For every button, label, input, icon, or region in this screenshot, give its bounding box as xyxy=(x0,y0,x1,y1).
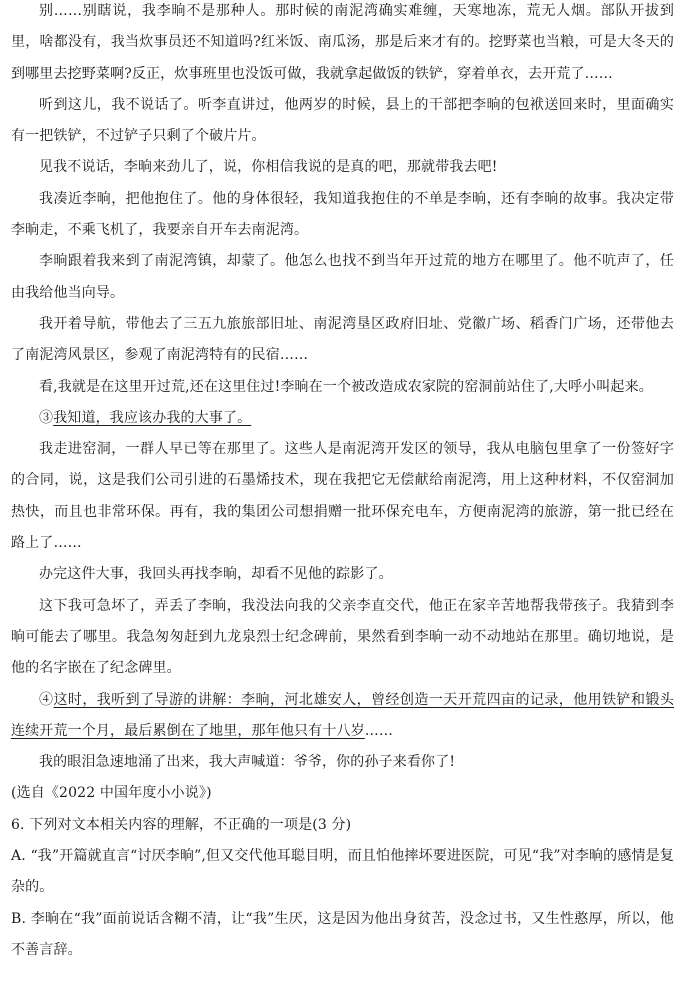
marked-sentence-3 xyxy=(11,403,674,434)
source-citation: (选自《2022 中国年度小小说》) xyxy=(11,785,212,802)
marker-circled-3: ③ xyxy=(39,409,54,426)
story-paragraph: 见我不说话，李晌来劲儿了，说，你相信我说的是真的吧，那就带我去吧! xyxy=(39,159,498,176)
story-paragraph: 我的眼泪急速地涌了出来，我大声喊道：爷爷，你的孙子来看你了! xyxy=(39,754,456,771)
answer-option-a: A. “我”开篇就直言“讨厌李晌”,但又交代他耳聪目明，而且怕他摔坏要进医院，可见“我”对李晌的感情是复杂的。 xyxy=(11,848,674,896)
underlined-sentence: 我知道，我应该办我的大事了。 xyxy=(53,409,252,426)
ellipsis: …… xyxy=(364,722,394,739)
story-paragraph: 我走进窑洞，一群人早已等在那里了。这些人是南泥湾开发区的领导，我从电脑包里拿了一份签好字的合同，说，这是我们公司引进的石墨烯技术，现在我把它无偿献给南泥湾，用上这种材料，不仅窑洞加热快，而且也非常环保。再有，我的集团公司想捐赠一批环保充电车，方便南泥湾的旅游，第一批已经在路上了…… xyxy=(11,441,674,552)
underlined-sentence: 这时，我听到了导游的讲解：李晌，河北雄安人，曾经创造一天开荒四亩的记录，他用铁铲和锻头连续开荒一个月，最后累倒在了地里，那年他只有十八岁 xyxy=(11,691,675,739)
story-paragraph: 办完这件大事，我回头再找李晌，却看不见他的踪影了。 xyxy=(39,566,393,583)
story-paragraph: 别……别瞎说，我李晌不是那种人。那时候的南泥湾确实难缠，天寒地冻，荒无人烟。部队开拔到里，啥都没有，我当炊事员还不知道吗?红米饭、南瓜汤，那是后来才有的。挖野菜也当粮，可是大冬天的到哪里去挖野菜啊?反正，炊事班里也没饭可做，我就拿起做饭的铁铲，穿着单衣，去开荒了…… xyxy=(11,3,674,82)
story-paragraph: 听到这儿，我不说话了。听李直讲过，他两岁的时候，县上的干部把李晌的包袱送回来时，里面确实有一把铁铲，不过铲子只剩了个破片片。 xyxy=(11,96,674,145)
question-stem: 6. 下列对文本相关内容的理解，不正确的一项是(3 分) xyxy=(11,816,352,833)
document-page xyxy=(11,0,674,966)
story-paragraph: 我凑近李晌，把他抱住了。他的身体很轻，我知道我抱住的不单是李晌，还有李晌的故事。我决定带李晌走，不乘飞机了，我要亲自开车去南泥湾。 xyxy=(11,190,674,239)
answer-option-b: B. 李晌在“我”面前说话含糊不清，让“我”生厌，这是因为他出身贫苦，没念过书，又生性憨厚，所以，他不善言辞。 xyxy=(11,910,674,958)
story-paragraph: 李晌跟着我来到了南泥湾镇，却蒙了。他怎么也找不到当年开过荒的地方在哪里了。他不吭声了，任由我给他当向导。 xyxy=(11,253,674,301)
marked-sentence-4 xyxy=(11,685,674,748)
story-paragraph: 看,我就是在这里开过荒,还在这里住过!李晌在一个被改造成农家院的窑洞前站住了,大呼小叫起来。 xyxy=(39,378,653,395)
marker-circled-4: ④ xyxy=(39,691,54,708)
story-paragraph: 这下我可急坏了，弄丢了李晌，我没法向我的父亲李直交代，他正在家辛苦地帮我带孩子。我猜到李晌可能去了哪里。我急匆匆赶到九龙泉烈士纪念碑前，果然看到李晌一动不动地站在那里。确切地说，是他的名字嵌在了纪念碑里。 xyxy=(11,597,674,677)
story-paragraph: 我开着导航，带他去了三五九旅旅部旧址、南泥湾垦区政府旧址、党徽广场、稻香门广场，还带他去了南泥湾风景区，参观了南泥湾特有的民宿…… xyxy=(11,315,674,364)
